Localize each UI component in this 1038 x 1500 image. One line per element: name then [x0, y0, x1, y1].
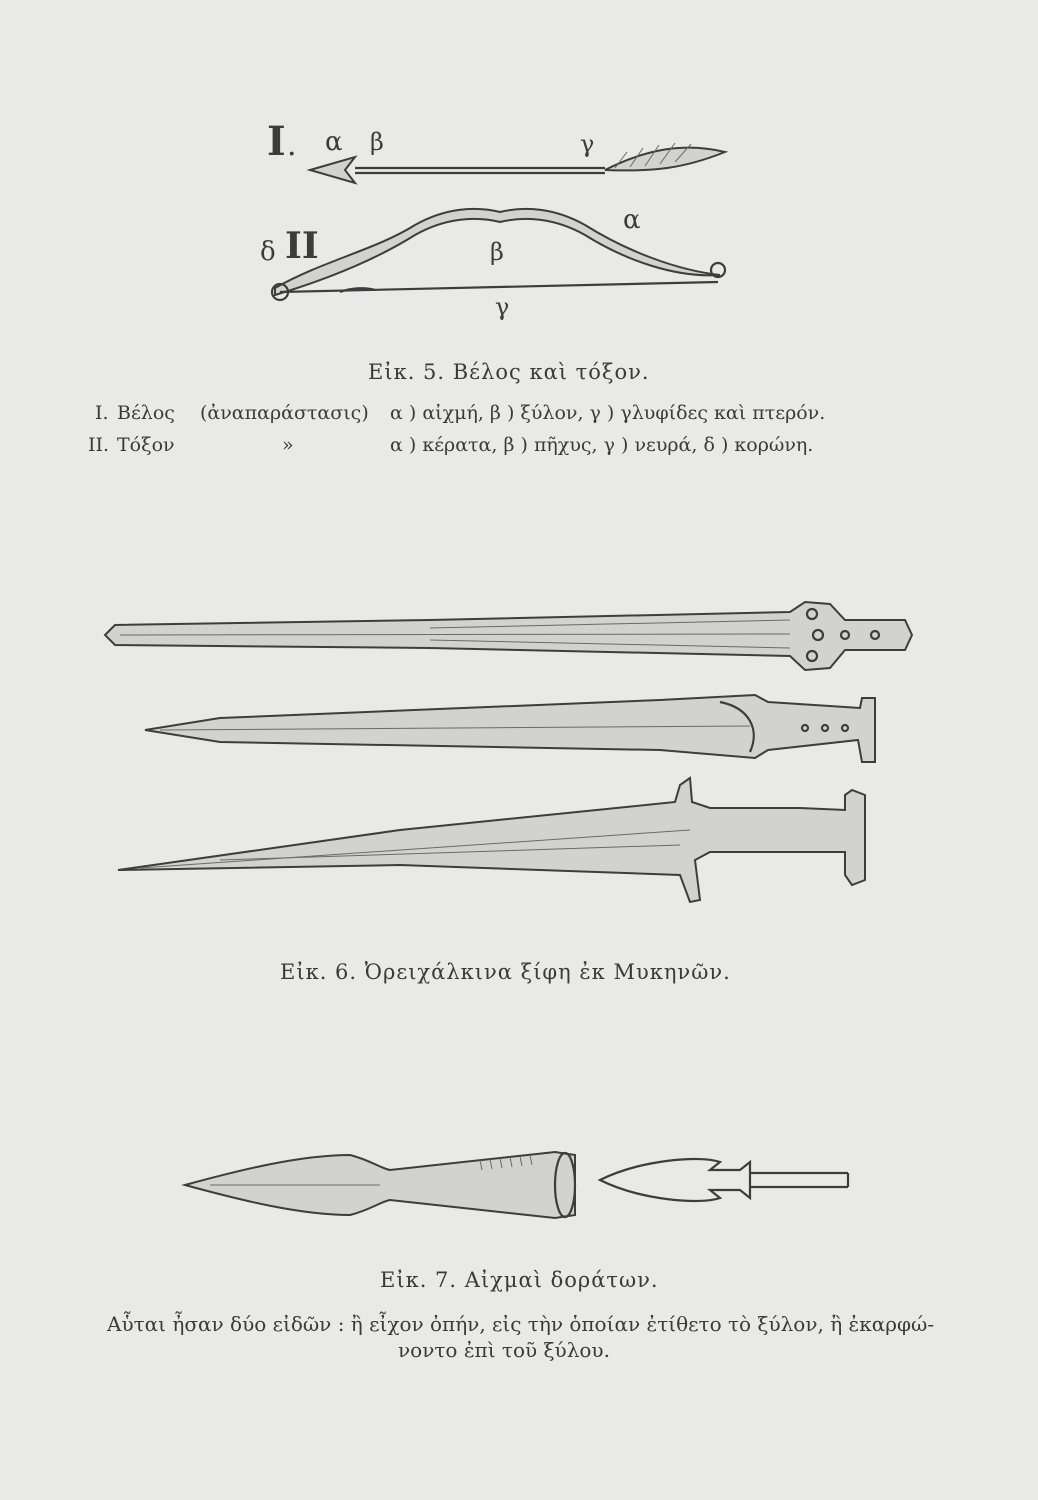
bow-numeral-label: II — [285, 225, 319, 267]
sword-2 — [145, 695, 875, 762]
sword-3 — [118, 778, 865, 902]
legend-row-1-parts: α ) αἰχμή, β ) ξύλον, γ ) γλυφίδες καὶ πτερόν. — [390, 402, 826, 424]
figure-7-description-line-1: Αὗται ἦσαν δύο εἰδῶν : ἢ εἶχον ὀπήν, εἰς τὴν ὁποίαν ἐτίθετο τὸ ξύλον, ἢ ἐκαρφώ- — [107, 1312, 935, 1336]
spearheads-illustration — [180, 1140, 860, 1230]
arrow-beta-label: β — [370, 128, 384, 156]
legend-row-2-parts: α ) κέρατα, β ) πῆχυς, γ ) νευρά, δ ) κορώνη. — [390, 434, 814, 456]
arrow-alpha-label: α — [325, 127, 343, 157]
arrow-numeral-label: I — [267, 118, 286, 165]
figure-7-caption: Εἰκ. 7. Αἰχμαὶ δοράτων. — [380, 1268, 659, 1292]
bow-alpha-label: α — [623, 205, 641, 235]
legend-row-2-name: Τόξον — [117, 434, 175, 456]
arrow-and-bow-illustration — [255, 110, 745, 325]
legend-row-2-note: » — [282, 434, 294, 456]
figure-7-description-line-2: νοντο ἐπὶ τοῦ ξύλου. — [398, 1338, 610, 1362]
bow-gamma-label: γ — [495, 293, 510, 321]
tanged-spearhead — [600, 1159, 848, 1201]
legend-row-1-numeral: I. — [95, 402, 109, 424]
sword-1 — [105, 602, 912, 670]
arrow-numeral-dot: . — [287, 128, 297, 163]
bow-beta-label: β — [490, 238, 504, 266]
legend-row-1-note: (ἀναπαράστασις) — [200, 402, 369, 424]
socketed-spearhead — [185, 1152, 575, 1218]
legend-row-2-numeral: II. — [88, 434, 110, 456]
bow-delta-label: δ — [260, 237, 276, 267]
figure-5-caption: Εἰκ. 5. Βέλος καὶ τόξον. — [368, 360, 650, 384]
figure-6-caption: Εἰκ. 6. Ὀρειχάλκινα ξίφη ἐκ Μυκηνῶν. — [280, 960, 731, 984]
swords-illustration — [100, 590, 925, 920]
arrow-gamma-label: γ — [580, 130, 595, 158]
legend-row-1-name: Βέλος — [117, 402, 175, 424]
